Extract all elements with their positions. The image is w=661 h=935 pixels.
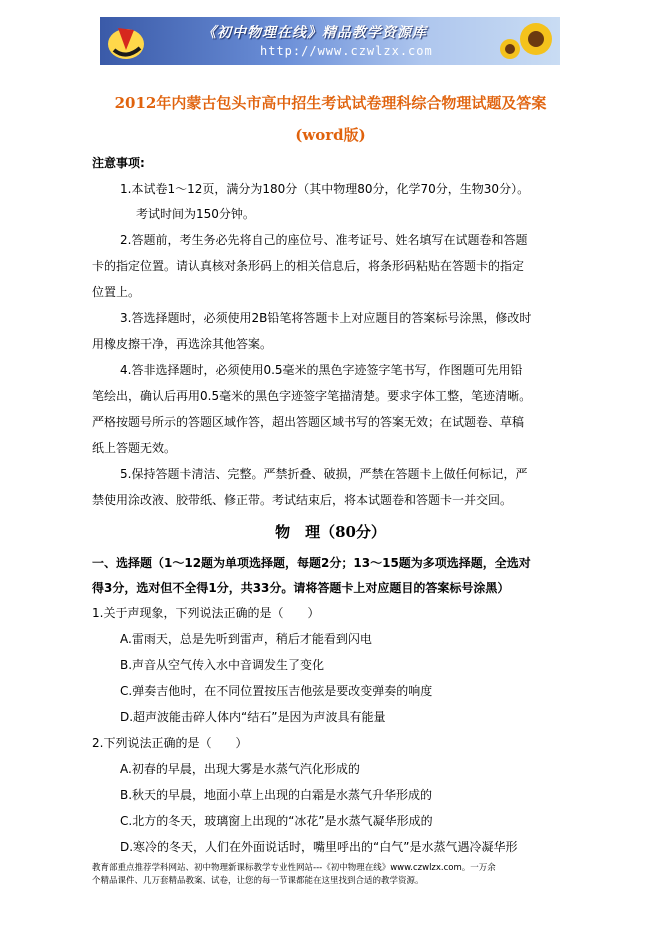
question-2-option-d: D.寒冷的冬天，人们在外面说话时，嘴里呼出的“白气”是水蒸气遇冷凝华形: [120, 840, 518, 854]
sunflower-icon: [496, 19, 556, 63]
question-1-option-c: C.弹奏吉他时，在不同位置按压吉他弦是要改变弹奏的响度: [120, 684, 433, 698]
section-instructions: 一、选择题（1～12题为单项选择题，每题2分；13～15题为多项选择题，全选对: [92, 556, 531, 570]
question-2-option-c: C.北方的冬天，玻璃窗上出现的“冰花”是水蒸气凝华形成的: [120, 814, 433, 828]
question-1-option-a: A.雷雨天，总是先听到雷声，稍后才能看到闪电: [120, 632, 372, 646]
notes-line: 禁使用涂改液、胶带纸、修正带。考试结束后，将本试题卷和答题卡一并交回。: [92, 493, 513, 507]
banner-url[interactable]: http://www.czwlzx.com: [260, 44, 433, 58]
document-subtitle: (word版): [295, 126, 366, 144]
question-2-option-b: B.秋天的早晨，地面小草上出现的白霜是水蒸气升华形成的: [120, 788, 433, 802]
notes-heading: 注意事项:: [92, 156, 145, 170]
notes-line: 用橡皮擦干净，再选涂其他答案。: [92, 337, 273, 351]
notes-line: 位置上。: [92, 285, 141, 299]
question-1-option-b: B.声音从空气传入水中音调发生了变化: [120, 658, 325, 672]
notes-line: 笔绘出，确认后再用0.5毫米的黑色字迹签字笔描清楚。要求字体工整，笔迹清晰。: [92, 389, 532, 403]
header-banner: [100, 17, 560, 65]
question-2-option-a: A.初春的早晨，出现大雾是水蒸气汽化形成的: [120, 762, 360, 776]
footer-line: 教育部重点推荐学科网站、初中物理新课标教学专业性网站---《初中物理在线》www.czwlzx.com。一万余: [92, 863, 496, 873]
notes-line: 5.保持答题卡清洁、完整。严禁折叠、破损，严禁在答题卡上做任何标记，严: [120, 467, 528, 481]
notes-line: 严格按题号所示的答题区域作答，超出答题区域书写的答案无效；在试题卷、草稿: [92, 415, 525, 429]
notes-line: 4.答非选择题时，必须使用0.5毫米的黑色字迹签字笔书写，作图题可先用铅: [120, 363, 523, 377]
physics-heading: 物 理（80分）: [275, 523, 386, 541]
footer-line: 个精品课件、几万套精品教案、试卷，让您的每一节课都能在这里找到合适的教学资源。: [92, 876, 424, 886]
banner-title: 《初中物理在线》精品教学资源库: [202, 25, 427, 41]
notes-line: 纸上答题无效。: [92, 441, 177, 455]
notes-line: 2.答题前，考生务必先将自己的座位号、准考证号、姓名填写在试题卷和答题: [120, 233, 528, 247]
question-1-option-d: D.超声波能击碎人体内“结石”是因为声波具有能量: [120, 710, 386, 724]
notes-line: 1.本试卷1～12页，满分为180分（其中物理80分，化学70分，生物30分）。: [120, 182, 530, 196]
notes-line: 考试时间为150分钟。: [136, 207, 255, 221]
notes-line: 卡的指定位置。请认真核对条形码上的相关信息后，将条形码粘贴在答题卡的指定: [92, 259, 525, 273]
question-2-stem: 2.下列说法正确的是（ ）: [92, 736, 248, 750]
question-1-stem: 1.关于声现象，下列说法正确的是（ ）: [92, 606, 320, 620]
document-title: 2012年内蒙古包头市高中招生考试试卷理科综合物理试题及答案: [114, 94, 547, 112]
section-instructions: 得3分，选对但不全得1分，共33分。请将答题卡上对应题目的答案标号涂黑）: [92, 581, 510, 595]
notes-line: 3.答选择题时，必须使用2B铅笔将答题卡上对应题目的答案标号涂黑，修改时: [120, 311, 532, 325]
site-logo-icon: [104, 20, 148, 62]
